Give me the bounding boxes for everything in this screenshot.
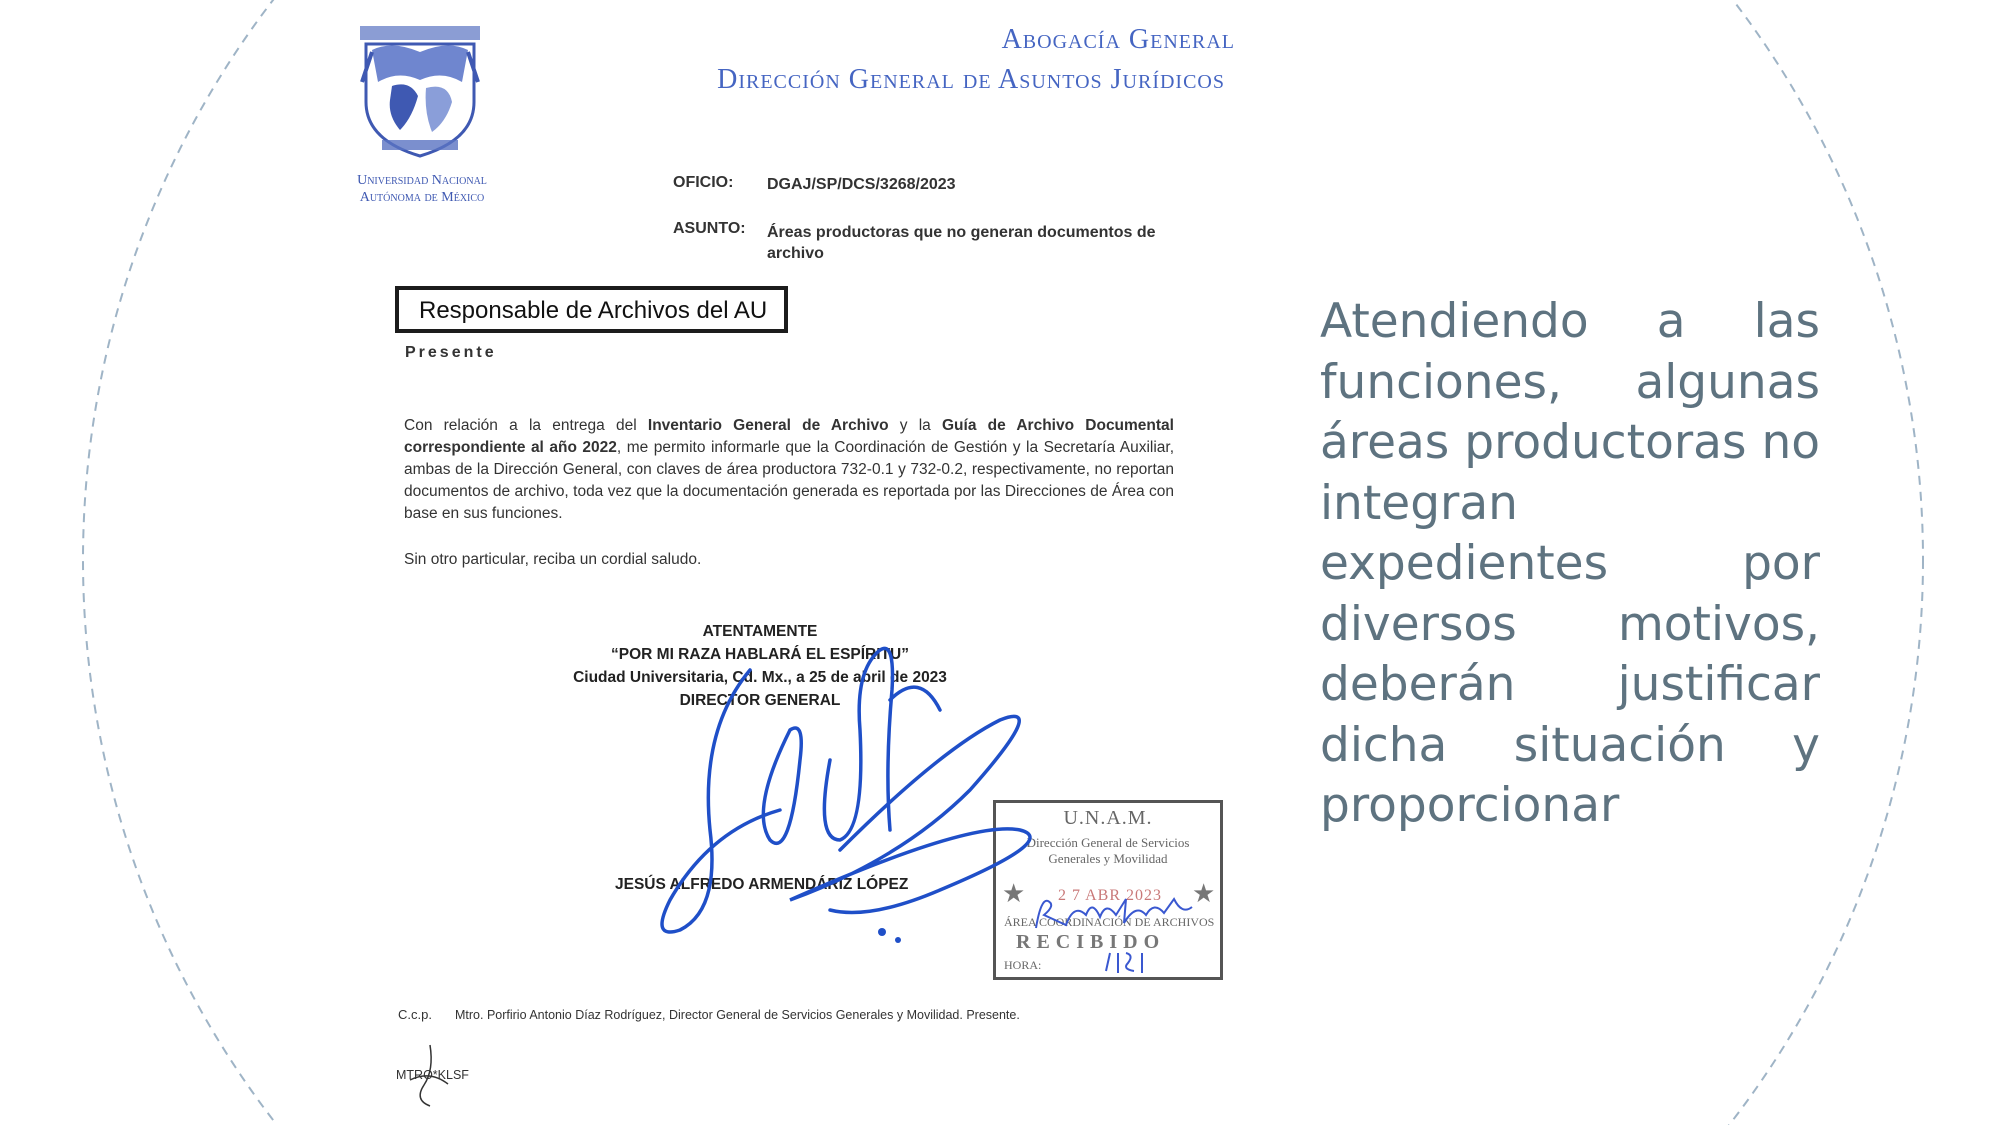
closing-line: Sin otro particular, reciba un cordial saludo. bbox=[404, 551, 702, 568]
presente-label: Presente bbox=[405, 344, 497, 361]
ccp-label: C.c.p. bbox=[398, 1007, 432, 1022]
asunto-value: Áreas productoras que no generan documentos de archivo bbox=[767, 224, 1156, 262]
motto: “POR MI RAZA HABLARÁ EL ESPÍRITU” bbox=[611, 646, 909, 663]
addressee-text: Responsable de Archivos del AU bbox=[419, 297, 768, 324]
letterhead-department: Dirección General de Asuntos Jurídicos bbox=[717, 64, 1225, 95]
reference-initials: MTRO*KLSF bbox=[396, 1068, 469, 1082]
signer-title: DIRECTOR GENERAL bbox=[679, 692, 841, 709]
letter-document bbox=[340, 10, 1240, 1120]
university-name: Universidad Nacional Autónoma de México bbox=[357, 173, 487, 205]
unam-seal-icon bbox=[352, 22, 487, 162]
oficio-label: OFICIO: bbox=[673, 174, 734, 191]
handwritten-signature-icon bbox=[640, 610, 1060, 950]
place-date: Ciudad Universitaria, Cd. Mx., a 25 de abril de 2023 bbox=[573, 669, 947, 686]
signer-name: JESÚS ALFREDO ARMENDÁRIZ LÓPEZ bbox=[615, 876, 909, 893]
received-stamp: U.N.A.M. Dirección General de Servicios Generales y Movilidad ★ ★ 2 7 ABR 2023 ÁREA COORDINACIÓN DE ARCHIVOS RECIBIDO HORA: bbox=[993, 800, 1223, 980]
body-paragraph: Con relación a la entrega del Inventario General de Archivo y la Guía de Archivo Documental correspondiente al año 2022, me permito informarle que la Coordinación de Gestión y la Secretaría Auxiliar, ambas de la Dirección General, con claves de área productora 732-0.1 y 732-0.2, respectivamente, no reportan documentos de archivo, toda vez que la documentación generada es reportada por las Direcciones de Área con base en sus funciones. bbox=[404, 417, 1175, 522]
addressee-box bbox=[395, 286, 788, 333]
star-icon: ★ bbox=[1002, 879, 1026, 908]
oficio-value: DGAJ/SP/DCS/3268/2023 bbox=[767, 176, 956, 193]
ccp-text: Mtro. Porfirio Antonio Díaz Rodríguez, Director General de Servicios Generales y Movilidad. Presente. bbox=[455, 1008, 1020, 1022]
letterhead-institution: Abogacía General bbox=[1001, 24, 1235, 55]
star-icon: ★ bbox=[1192, 879, 1216, 908]
asunto-label: ASUNTO: bbox=[673, 220, 746, 237]
atentamente: ATENTAMENTE bbox=[702, 623, 818, 640]
explanatory-text: Atendiendo a las funciones, algunas áreas productoras no integran expedientes por diversos motivos, deberán justificar dicha situación y proporcionar bbox=[1320, 294, 1820, 833]
